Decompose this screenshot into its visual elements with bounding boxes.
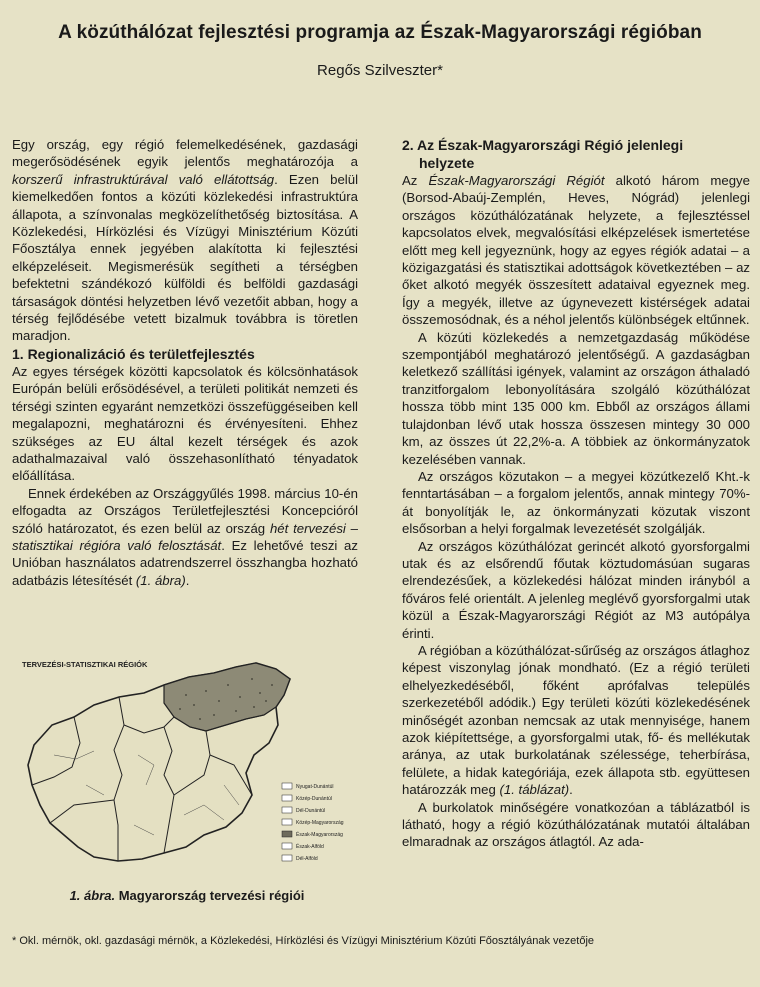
footnote: * Okl. mérnök, okl. gazdasági mérnök, a Közlekedési, Hírközlési és Vízügyi Minisztérium Közúti Főosztályának vezetője [12, 935, 595, 947]
figure-caption: 1. ábra. Magyarország tervezési régiói [69, 888, 305, 903]
svg-text:Észak-Magyarország: Észak-Magyarország [296, 832, 343, 838]
section-heading-1: 1. Regionalizáció és területfejlesztés [12, 345, 255, 362]
svg-text:Észak-Alföld: Észak-Alföld [296, 844, 324, 850]
svg-text:Dél-Dunántúl: Dél-Dunántúl [296, 808, 326, 814]
author-name: Regős Szilveszter* [317, 62, 443, 79]
map-title: TERVEZÉSI-STATISZTIKAI RÉGIÓK [22, 660, 148, 669]
svg-text:Közép-Dunántúl: Közép-Dunántúl [296, 796, 332, 802]
paragraph: Az Észak-Magyarországi Régiót alkotó három megye (Borsod-Abaúj-Zemplén, Heves, Nógrád) jelenlegi országos közúthálózatának helyzete, a fejlesztéssel kapcsolatos elvek, megvalósítási elképzelések ismertetése előtt meg kell jegyeznünk, hogy az egyes régiók adatai – a közigazgatási és statisztikai adottságok következtében – az őket alkotó megyék összesített adataival egyeznek meg. Így a megyék, illetve az úgynevezett kistérségek adatai összemosódnak, és a néhol jelentős különbségek eltűnnek. [402, 173, 750, 328]
paragraph: Az országos közúthálózat gerincét alkotó gyorsforgalmi utak és az elsőrendű főutak köztudomásúan sugaras elrendezésűek, a közlekedési hálózat minden irányból a főváros felé orientált. A jelenleg meglévő gyorsforgalmi utak közül a Észak-Magyarországi Régiót az M3 autópálya érinti. [402, 538, 750, 641]
regions-map-figure [14, 655, 360, 877]
paragraph: Az országos közutakon – a megyei közútkezelő Kht.-k fenntartásában – a forgalom jelentős, annak mintegy 70%-át bonyolítják le, az önkormányzati közutak viszont elsősorban a helyi forgalmak levezetését szolgálják. [402, 468, 750, 537]
paragraph: A régióban a közúthálózat-sűrűség az országos átlaghoz képest viszonylag jónak mondható. (Ez a régió területi elhelyezkedéséből, főként aprófalvas település szerkezetéből adódik.) Egy területi közúti közlekedésének minőségét azonban nemcsak az utak mennyisége, hanem azok kiépítettsége, a gyorsforgalmi utak, fő- és mellékutak aránya, az utak burkolatának szélessége, teherbírása, felülete, a hidak kategóriája, ezek állapota stb. együttesen határozzák meg (1. táblázat). [402, 642, 750, 798]
left-column [12, 136, 358, 589]
intro-paragraph: Egy ország, egy régió felemelkedésének, gazdasági megerősödésének egyik jelentős meghatározója a korszerű infrastruktúrával való ellátottság. Ezen belül kiemelkedően fontos a közúti közlekedési infrastruktúra állapota, a színvonalas megközelíthetőség biztosítása. A Közlekedési, Hírközlési és Vízügyi Minisztérium Közúti Főosztálya ennek jegyében alakította ki fejlesztési elképzeléseit. Megismerésük segítheti a térségben befektetni szándékozó külföldi és belföldi gazdasági társaságok döntési helyzetben lévő vezetőit abban, hogy a térség fejlődésébe vetett bizalmuk továbbra is töretlen maradjon. [12, 137, 358, 344]
paragraph: Ennek érdekében az Országgyűlés 1998. március 10-én elfogadta az Országos Területfejlesztési Koncepcióról szóló határozatot, és ezen belül az ország hét tervezési – statisztikai régióra való felosztását. Ez lehetővé teszi az Unióban használatos adatrendszerrel összhangba hozható adatbázis létesítését (1. ábra). [12, 485, 358, 588]
svg-text:Nyugat-Dunántúl: Nyugat-Dunántúl [296, 784, 334, 790]
section-heading-2: 2. Az Észak-Magyarországi Régió jelenlegi helyzete [402, 137, 684, 171]
article-title: A közúthálózat fejlesztési programja az Észak-Magyarországi régióban [58, 22, 702, 43]
paragraph: A burkolatok minőségére vonatkozóan a táblázatból is látható, hogy a régió közúthálózatának mutatói általában elmaradnak az országos átlagtól. Az ada- [402, 799, 750, 850]
paragraph: A közúti közlekedés a nemzetgazdaság működése szempontjából meghatározó jelentőségű. A gazdaságban keletkező szállítási igények, valamint az országon áthaladó tranzitforgalom lebonyolítására szolgáló közúthálózat hossza több mint 135 000 km. Ebből az országos állami tulajdonban lévő utak hossza összesen mintegy 30 000 km, az összes út 22,2%-a. A többiek az önkormányzatok kezelésében vannak. [402, 329, 750, 467]
svg-text:Dél-Alföld: Dél-Alföld [296, 856, 318, 862]
paragraph: Az egyes térségek közötti kapcsolatok és kölcsönhatások Európán belüli erősödésével, a területi politikát nemzeti és térségi szinten egyaránt nemzetközi összefüggéseiben kell megalapozni, meghatározni és érvényesíteni. Ehhez szükséges az EU által kezelt térségek és azok adathalmazaival való összehasonlítható tényadatok előállítása. [12, 363, 358, 484]
map-legend [282, 783, 344, 862]
right-column [402, 136, 750, 851]
svg-text:Közép-Magyarország: Közép-Magyarország [296, 820, 344, 826]
